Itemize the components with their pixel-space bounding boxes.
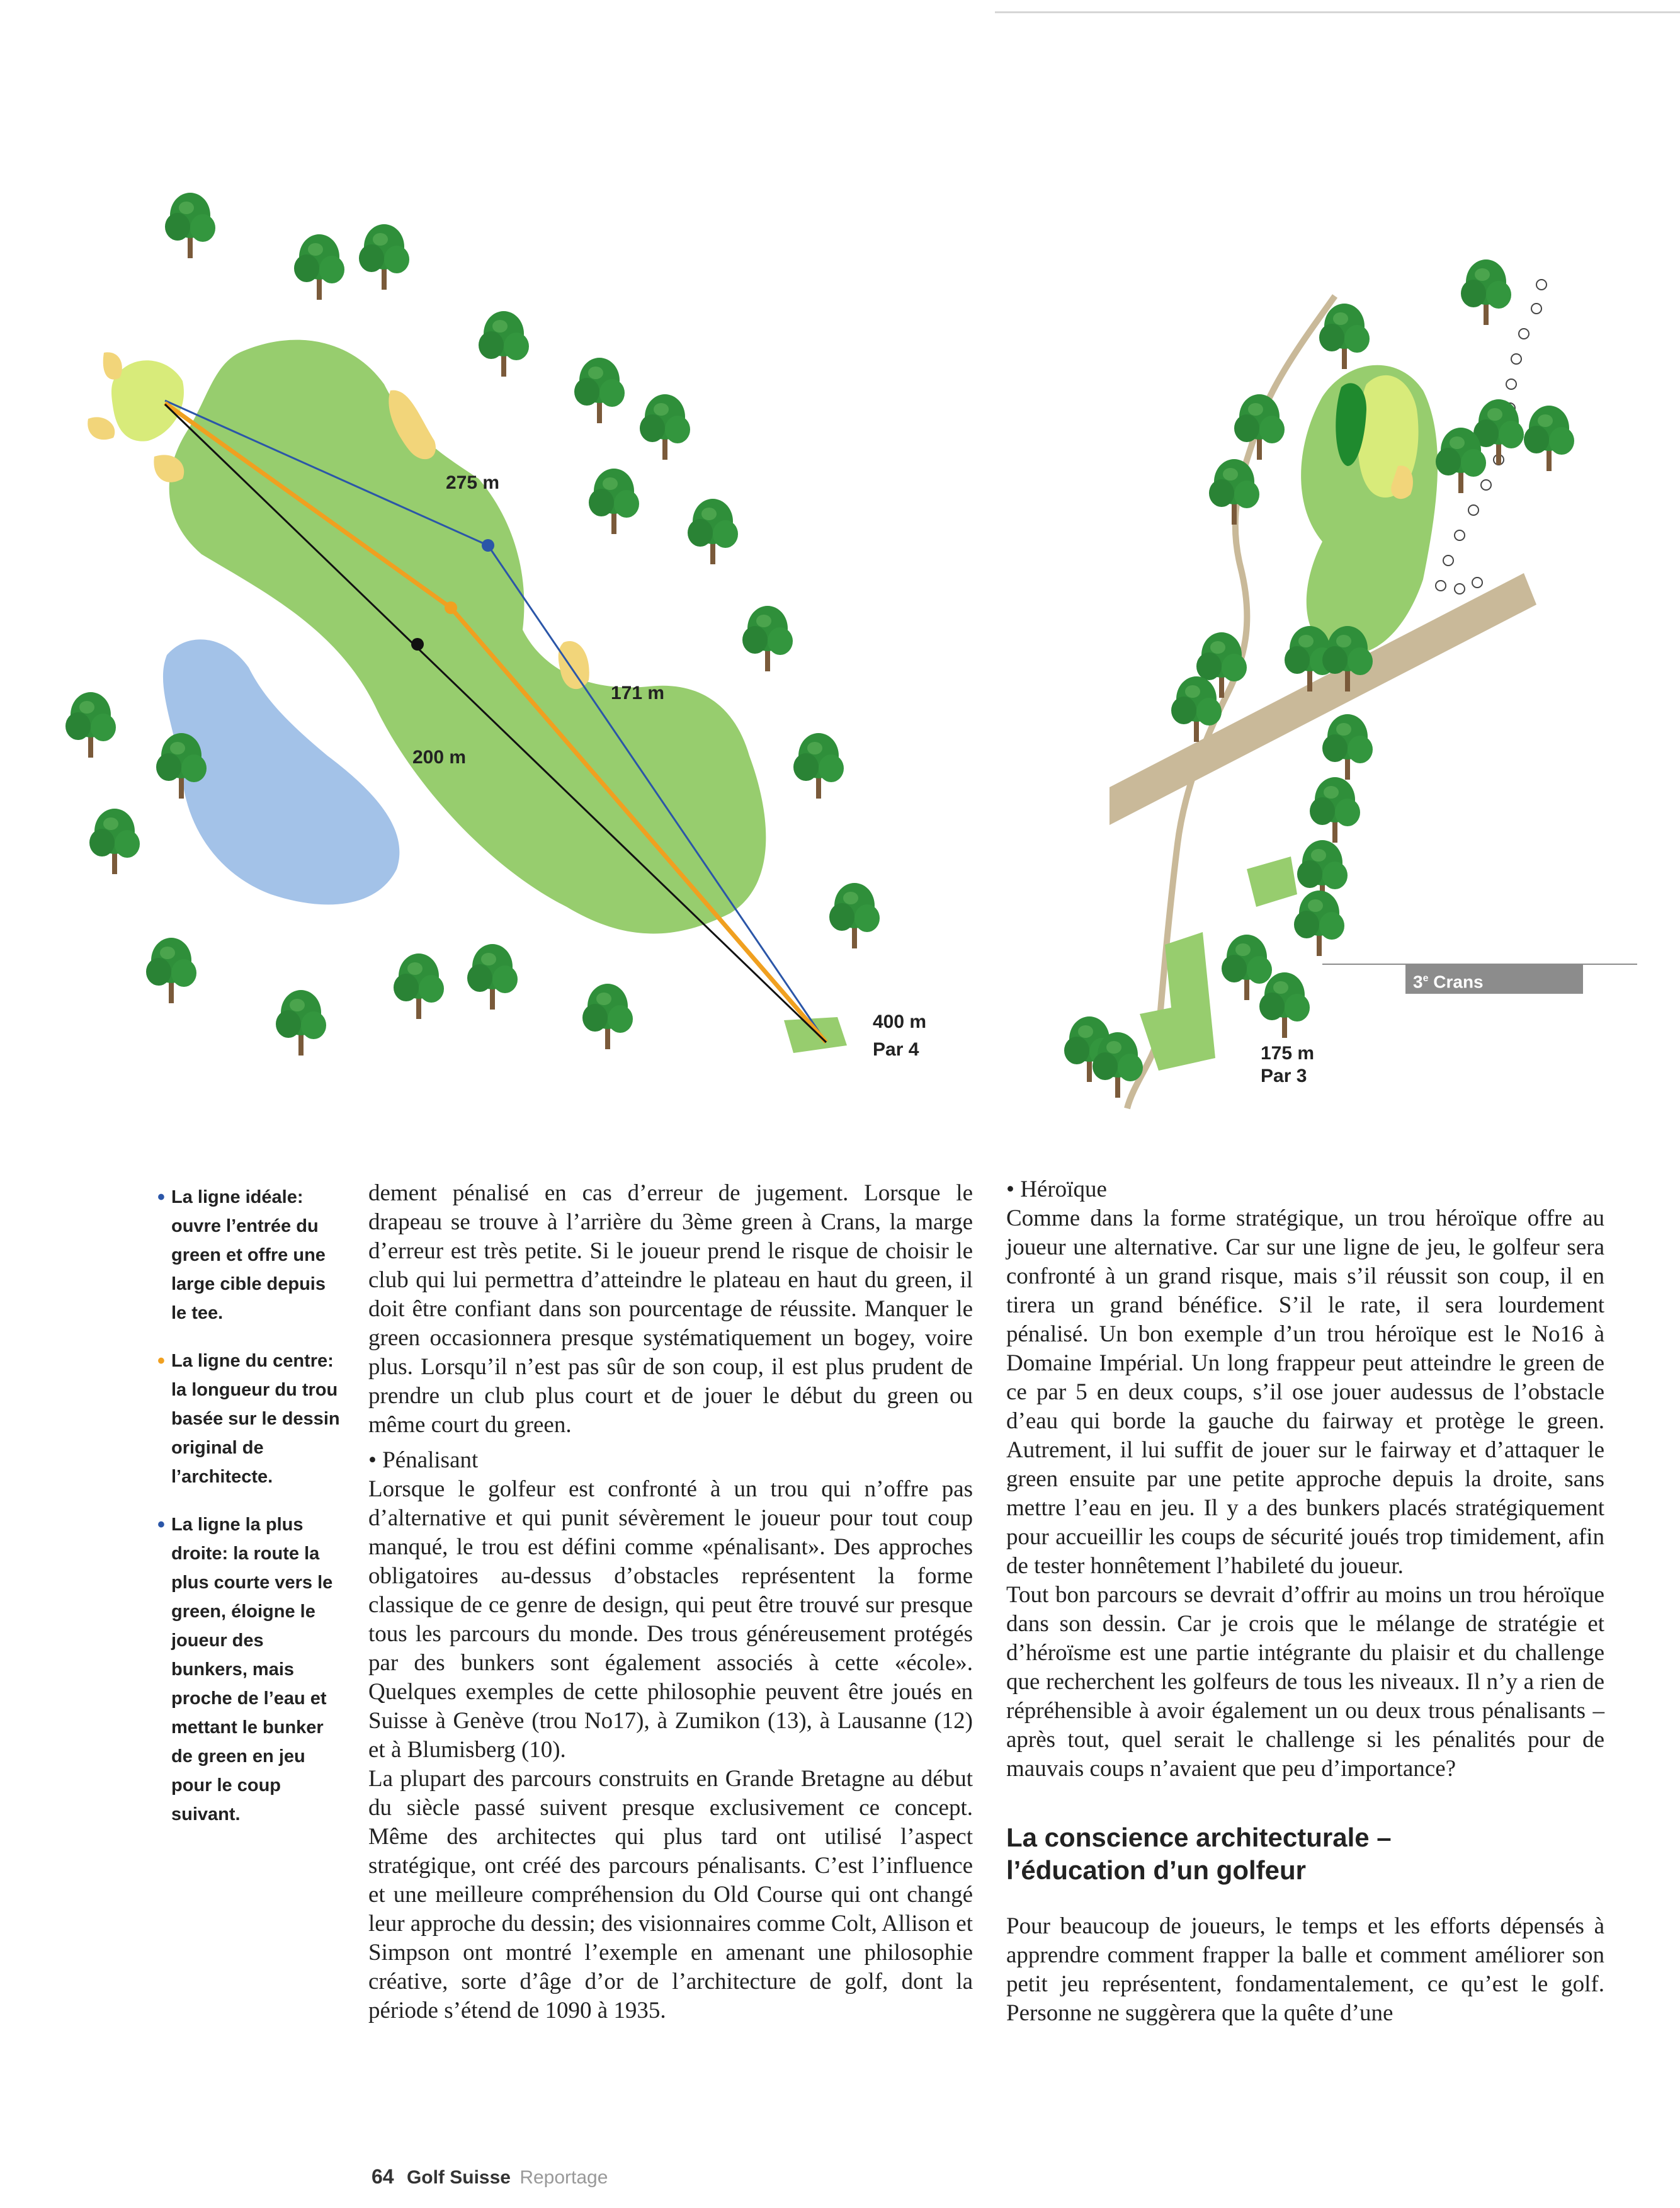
magazine-name: Golf Suisse: [406, 2167, 511, 2188]
bullet-icon: •: [157, 1513, 165, 1537]
paragraph: dement pénalisé en cas d’erreur de jugement. Lorsque le drapeau se trouve à l’arrière du 3ème green à Crans, la marge d’erreur est très petite. Si le joueur prend le risque de choisir le club qui lui permettra d’atteindre le plateau en haut du green, il doit être confiant dans son pourcentage de réussite. Manquer le green occasionnera presque systématiquement un bogey, voire plus. Lorsqu’il n’est pas sûr de son coup, il est plus prudent de prendre un club plus court et de jouer le début du green ou même court du green.: [368, 1180, 973, 1438]
tree: [829, 883, 880, 948]
tree: [294, 234, 344, 300]
article-column-1: [368, 1179, 973, 2025]
hole2-length: 175 m: [1261, 1043, 1315, 1064]
tree: [742, 606, 793, 671]
legend-item: • La ligne idéale: ouvre l’entrée du green et offre une large cible depuis le tee.: [157, 1183, 340, 1328]
tree: [640, 394, 690, 460]
hole-number-suffix: e: [1422, 973, 1429, 984]
tree: [574, 358, 625, 423]
tree: [1222, 935, 1272, 1000]
hole1-length: 400 m: [873, 1011, 927, 1032]
paragraph: La plupart des parcours construits en Grande Bretagne au début du siècle passé suivent presque exclusivement ce concept. Même des architectes qui plus tard ont utilisé l’aspect stratégique, ont créé des parcours pénalisants. C’est l’influence et une meilleure compréhension du Old Course qui ont changé leur approche du dessin; des visionnaires comme Colt, Allison et Simpson ont montré l’exemple en amenant une philosophie créative, sorte d’âge d’or de l’architecture de golf, dont la période s’étend de 1090 à 1935.: [368, 1766, 973, 2023]
tree: [688, 499, 738, 564]
paragraph: Pour beaucoup de joueurs, le temps et les efforts dépensés à apprendre comment frapper la balle et comment améliorer son petit jeu représentent, fondamentalement, ce qu’est le golf. Personne ne suggèrera que la quête d’une: [1006, 1913, 1604, 2026]
tree: [1171, 676, 1222, 742]
marker-200: [411, 638, 424, 651]
subheading-heroique: • Héroïque: [1006, 1176, 1107, 1202]
paragraph: Lorsque le golfeur est confronté à un trou qui n’offre pas d’alternative et qui punit sévèrement le joueur pour tout coup manqué, le trou est défini comme «pénalisant». Des approches obligatoires au-dessus d’obstacles représentent la forme classique de ce genre de design, qui peut être trouvé sur presque tous les parcours du monde. Des trous généreusement protégés par des bunkers sont également associés à cette «école». Quelques exemples de cette philosophie peuvent être joués en Suisse à Genève (trou No17), à Zumikon (13), à Lausanne (12) et à Blumisberg (10).: [368, 1476, 973, 1763]
tree: [1209, 459, 1259, 525]
distance-171: 171 m: [611, 683, 665, 703]
legend-item: • La ligne la plus droite: la route la plus courte vers le green, éloigne le joueur des bunkers, mais proche de l’eau et mettant le bunker de green en jeu pour le coup suivant.: [157, 1510, 340, 1829]
tree: [359, 224, 409, 290]
distance-200: 200 m: [412, 747, 467, 768]
bullet-icon: •: [157, 1349, 165, 1373]
tree: [276, 990, 326, 1056]
tree: [394, 953, 444, 1019]
tree: [1461, 259, 1511, 325]
tree: [1322, 714, 1373, 780]
section-name: Reportage: [519, 2167, 608, 2188]
subheading-penalisant: • Pénalisant: [368, 1447, 479, 1473]
marker-275: [482, 539, 494, 552]
marker-171: [445, 601, 457, 614]
section-heading: La conscience architecturale – l’éducation d’un golfeur: [1006, 1823, 1392, 1885]
bunker: [88, 417, 115, 440]
distance-275: 275 m: [446, 472, 500, 493]
article-column-2: [1006, 1175, 1604, 2028]
tree: [65, 692, 116, 758]
hole-number: 3: [1413, 972, 1423, 992]
tee-hole-2-a: [1247, 856, 1297, 907]
legend-item: • La ligne du centre: la longueur du trou basée sur le dessin original de l’architecte.: [157, 1346, 340, 1491]
tree: [582, 984, 633, 1049]
tree: [165, 193, 215, 258]
tree: [146, 938, 196, 1003]
hole1-par: Par 4: [873, 1039, 919, 1060]
tee-hole-1: [784, 1017, 847, 1053]
tree: [793, 733, 844, 799]
green-hole-1: [111, 360, 184, 441]
tree: [1294, 891, 1344, 956]
tree: [479, 311, 529, 377]
hole-tag: [1405, 964, 1583, 994]
tree: [1524, 406, 1574, 471]
tree: [1319, 304, 1370, 369]
bunker: [103, 352, 122, 379]
tree: [467, 944, 518, 1010]
paragraph: Comme dans la forme stratégique, un trou héroïque offre au joueur une alternative. Car sur une ligne de jeu, le golfeur sera confronté à un grand risque, mais s’il réussit son coup, il en tirera un grand bénéfice. S’il le rate, il sera lourdement pénalisé. Un bon exemple d’un trou héroïque est le No16 à Domaine Impérial. Un long frappeur peut atteindre le green de ce par 5 en deux coups, s’il ose jouer audessus de l’obstacle d’eau qui borde la gauche du fairway et protège le green. Autrement, il lui suffit de jouer sur le fairway et d’attaquer le green ensuite par une petite approche depuis la droite, sans mettre l’eau en jeu. Il y a des bunkers placés stratégiquement pour accueillir les coups de sécurité joués trop timidement, afin de tester honnêtement l’habileté du joueur.: [1006, 1205, 1604, 1579]
legend-sidebar: [157, 1183, 340, 1848]
bullet-icon: •: [157, 1185, 165, 1209]
tree: [1259, 972, 1310, 1038]
tree: [1310, 777, 1360, 843]
tree: [589, 469, 639, 534]
hole-course: Crans: [1433, 972, 1484, 992]
tree: [89, 809, 140, 874]
page-number: 64: [372, 2165, 394, 2188]
paragraph: Tout bon parcours se devrait d’offrir au moins un trou héroïque dans son dessin. Car je crois que le mélange de stratégie et d’héroïsme est une partie intégrante du plaisir et du challenge que recherchent les golfeurs de tous les niveaux. Il n’y a rien de répréhensible à avoir également un ou deux trous pénalisants – après tout, quel serait le challenge si les pénalités pour de mauvais coups n’avaient que peu d’importance?: [1006, 1582, 1604, 1782]
tree: [1234, 394, 1285, 460]
page-footer: [372, 2165, 608, 2188]
hole2-par: Par 3: [1261, 1066, 1307, 1086]
